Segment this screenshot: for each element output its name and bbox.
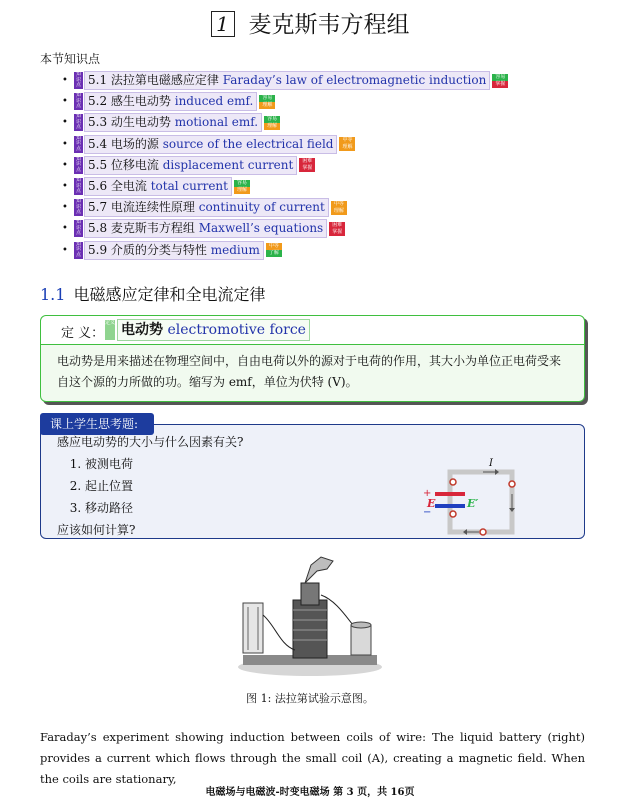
mastery-level: 理解	[339, 144, 355, 151]
knowledge-point-zh: 5.3 动生电动势	[88, 115, 171, 130]
difficulty-level: 容易	[492, 74, 508, 81]
mastery-level: 理解	[264, 123, 280, 130]
circuit-node	[450, 479, 456, 485]
small-coil	[301, 583, 319, 605]
difficulty-badge	[492, 74, 508, 88]
definition-body: 电动势是用来描述在物理空间中，自由电荷以外的源对于电荷的作用，其大小为单位正电荷受来自这个源的力所做的功。缩写为 emf，单位为伏特 (V)。	[57, 354, 562, 389]
knowledge-point-en: medium	[210, 242, 260, 257]
mastery-level: 理解	[259, 102, 275, 109]
knowledge-point-zh: 5.7 电流连续性原理	[88, 200, 195, 215]
circuit-label-current: I	[489, 458, 493, 469]
circuit-label-emf: E	[427, 497, 436, 510]
section-title: 电磁感应定律和全电流定律	[73, 285, 266, 304]
large-coil	[293, 600, 327, 658]
difficulty-badge	[331, 201, 347, 215]
circuit-node	[480, 529, 486, 535]
right-battery-top	[351, 622, 371, 628]
knowledge-point-tag: 知识点	[75, 114, 81, 131]
list-item[interactable]	[62, 240, 508, 261]
chapter-title	[0, 6, 620, 39]
body-paragraph: Faraday’s experiment showing induction between coils of wire: The liquid battery (right) provides a current which flows through the small coil (A), creating a magnetic field. When the coils are stationary,	[40, 730, 585, 786]
difficulty-badge	[299, 158, 315, 172]
definition-tag: 定义	[105, 320, 115, 340]
think-question-text: 感应电动势的大小与什么因素有关?	[57, 435, 244, 449]
section-heading	[40, 282, 265, 305]
think-question-body	[57, 431, 243, 541]
knowledge-point-tag: 知识点	[75, 156, 81, 173]
knowledge-point-zh: 5.1 法拉第电磁感应定律	[88, 73, 219, 88]
knowledge-point-zh: 5.2 感生电动势	[88, 94, 171, 109]
knowledge-point-zh: 5.8 麦克斯韦方程组	[88, 221, 195, 236]
knowledge-points-label: 本节知识点	[40, 52, 101, 66]
difficulty-badge	[329, 222, 345, 236]
list-item: 2. 起止位置	[85, 475, 243, 497]
list-item[interactable]	[62, 91, 508, 112]
battery-plate-positive	[435, 492, 465, 496]
difficulty-level: 困难	[299, 158, 315, 165]
list-item: 3. 移动路径	[85, 497, 243, 519]
circuit-diagram	[415, 442, 525, 537]
chapter-title-text: 麦克斯韦方程组	[248, 12, 410, 38]
knowledge-point-tag: 知识点	[75, 93, 81, 110]
definition-term[interactable]	[117, 319, 310, 341]
difficulty-level: 容易	[259, 95, 275, 102]
mastery-level: 掌握	[299, 165, 315, 172]
bullet-icon: •	[62, 96, 68, 108]
bullet-icon: •	[62, 181, 68, 193]
knowledge-point-text	[84, 177, 232, 196]
difficulty-level: 容易	[234, 180, 250, 187]
bullet-icon: •	[62, 117, 68, 129]
mastery-level: 掌握	[329, 229, 345, 236]
bullet-icon: •	[62, 244, 68, 256]
faraday-experiment-illustration	[235, 555, 385, 680]
circuit-label-minus: −	[423, 507, 432, 518]
definition-header	[41, 316, 584, 345]
definition-box	[40, 315, 585, 402]
figure-caption: 图 1: 法拉第试验示意图。	[246, 692, 374, 705]
difficulty-badge	[339, 137, 355, 151]
circuit-wire-loop	[450, 472, 512, 532]
hand	[305, 557, 333, 583]
bullet-icon: •	[62, 202, 68, 214]
knowledge-point-en: induced emf.	[174, 94, 254, 109]
left-battery-jar	[243, 603, 263, 653]
knowledge-point-text	[84, 156, 297, 175]
knowledge-point-text	[84, 135, 337, 154]
bullet-icon: •	[62, 159, 68, 171]
definition-term-zh: 电动势	[121, 322, 163, 338]
circuit-label-plus: +	[423, 488, 432, 499]
knowledge-point-en: total current	[150, 179, 228, 194]
mastery-level: 理解	[331, 208, 347, 215]
page-footer: 电磁场与电磁波-时变电磁场 第 3 页，共 16页	[205, 787, 415, 798]
think-followup: 应该如何计算?	[57, 523, 136, 537]
knowledge-point-tag: 知识点	[75, 199, 81, 216]
right-battery-jar	[351, 625, 371, 655]
knowledge-points-list	[62, 70, 508, 261]
knowledge-point-en: motional emf.	[174, 115, 259, 130]
bullet-icon: •	[62, 75, 68, 87]
knowledge-point-tag: 知识点	[75, 178, 81, 195]
list-item[interactable]	[62, 218, 508, 239]
knowledge-point-zh: 5.4 电场的源	[88, 136, 159, 151]
circuit-label-emf-prime: E′	[467, 497, 479, 510]
knowledge-point-zh: 5.6 全电流	[88, 179, 147, 194]
list-item[interactable]	[62, 155, 508, 176]
list-item: 1. 被测电荷	[85, 453, 243, 475]
circuit-node	[509, 481, 515, 487]
difficulty-level: 中等	[339, 137, 355, 144]
difficulty-badge	[266, 243, 282, 257]
knowledge-point-text	[84, 198, 329, 217]
mastery-level: 了解	[266, 250, 282, 257]
knowledge-point-tag: 知识点	[75, 220, 81, 237]
circuit-node	[450, 511, 456, 517]
list-item[interactable]	[62, 197, 508, 218]
think-question-list	[57, 453, 243, 519]
knowledge-point-en: continuity of current	[198, 200, 325, 215]
list-item[interactable]	[62, 70, 508, 91]
difficulty-badge	[259, 95, 275, 109]
difficulty-level: 中等	[331, 201, 347, 208]
connecting-wire	[263, 615, 295, 650]
difficulty-badge	[234, 180, 250, 194]
chapter-number: 1	[211, 11, 235, 37]
knowledge-point-en: displacement current	[162, 157, 294, 172]
mastery-level: 理解	[234, 187, 250, 194]
knowledge-point-text	[84, 241, 264, 260]
list-item[interactable]	[62, 134, 508, 155]
knowledge-point-text	[84, 113, 262, 132]
mastery-level: 掌握	[492, 81, 508, 88]
knowledge-point-text	[84, 92, 257, 111]
difficulty-level: 容易	[264, 116, 280, 123]
knowledge-point-tag: 知识点	[75, 72, 81, 89]
section-number: 1.1	[40, 285, 66, 304]
knowledge-point-text	[84, 219, 327, 238]
battery-plate-negative	[435, 504, 465, 508]
knowledge-point-en: Maxwell’s equations	[198, 221, 324, 236]
knowledge-point-en: Faraday’s law of electromagnetic induction	[222, 73, 487, 88]
knowledge-point-tag: 知识点	[75, 135, 81, 152]
knowledge-point-zh: 5.9 介质的分类与特性	[88, 242, 207, 257]
difficulty-level: 中等	[266, 243, 282, 250]
difficulty-badge	[264, 116, 280, 130]
list-item[interactable]	[62, 112, 508, 133]
list-item[interactable]	[62, 176, 508, 197]
bullet-icon: •	[62, 223, 68, 235]
definition-label: 定 义：	[61, 326, 105, 341]
think-question-title: 课上学生思考题:	[40, 413, 154, 435]
knowledge-point-en: source of the electrical field	[162, 136, 334, 151]
difficulty-level: 困难	[329, 222, 345, 229]
knowledge-point-text	[84, 71, 490, 90]
bullet-icon: •	[62, 138, 68, 150]
knowledge-point-tag: 知识点	[75, 241, 81, 258]
knowledge-point-zh: 5.5 位移电流	[88, 157, 159, 172]
definition-term-en: electromotive force	[167, 322, 306, 338]
